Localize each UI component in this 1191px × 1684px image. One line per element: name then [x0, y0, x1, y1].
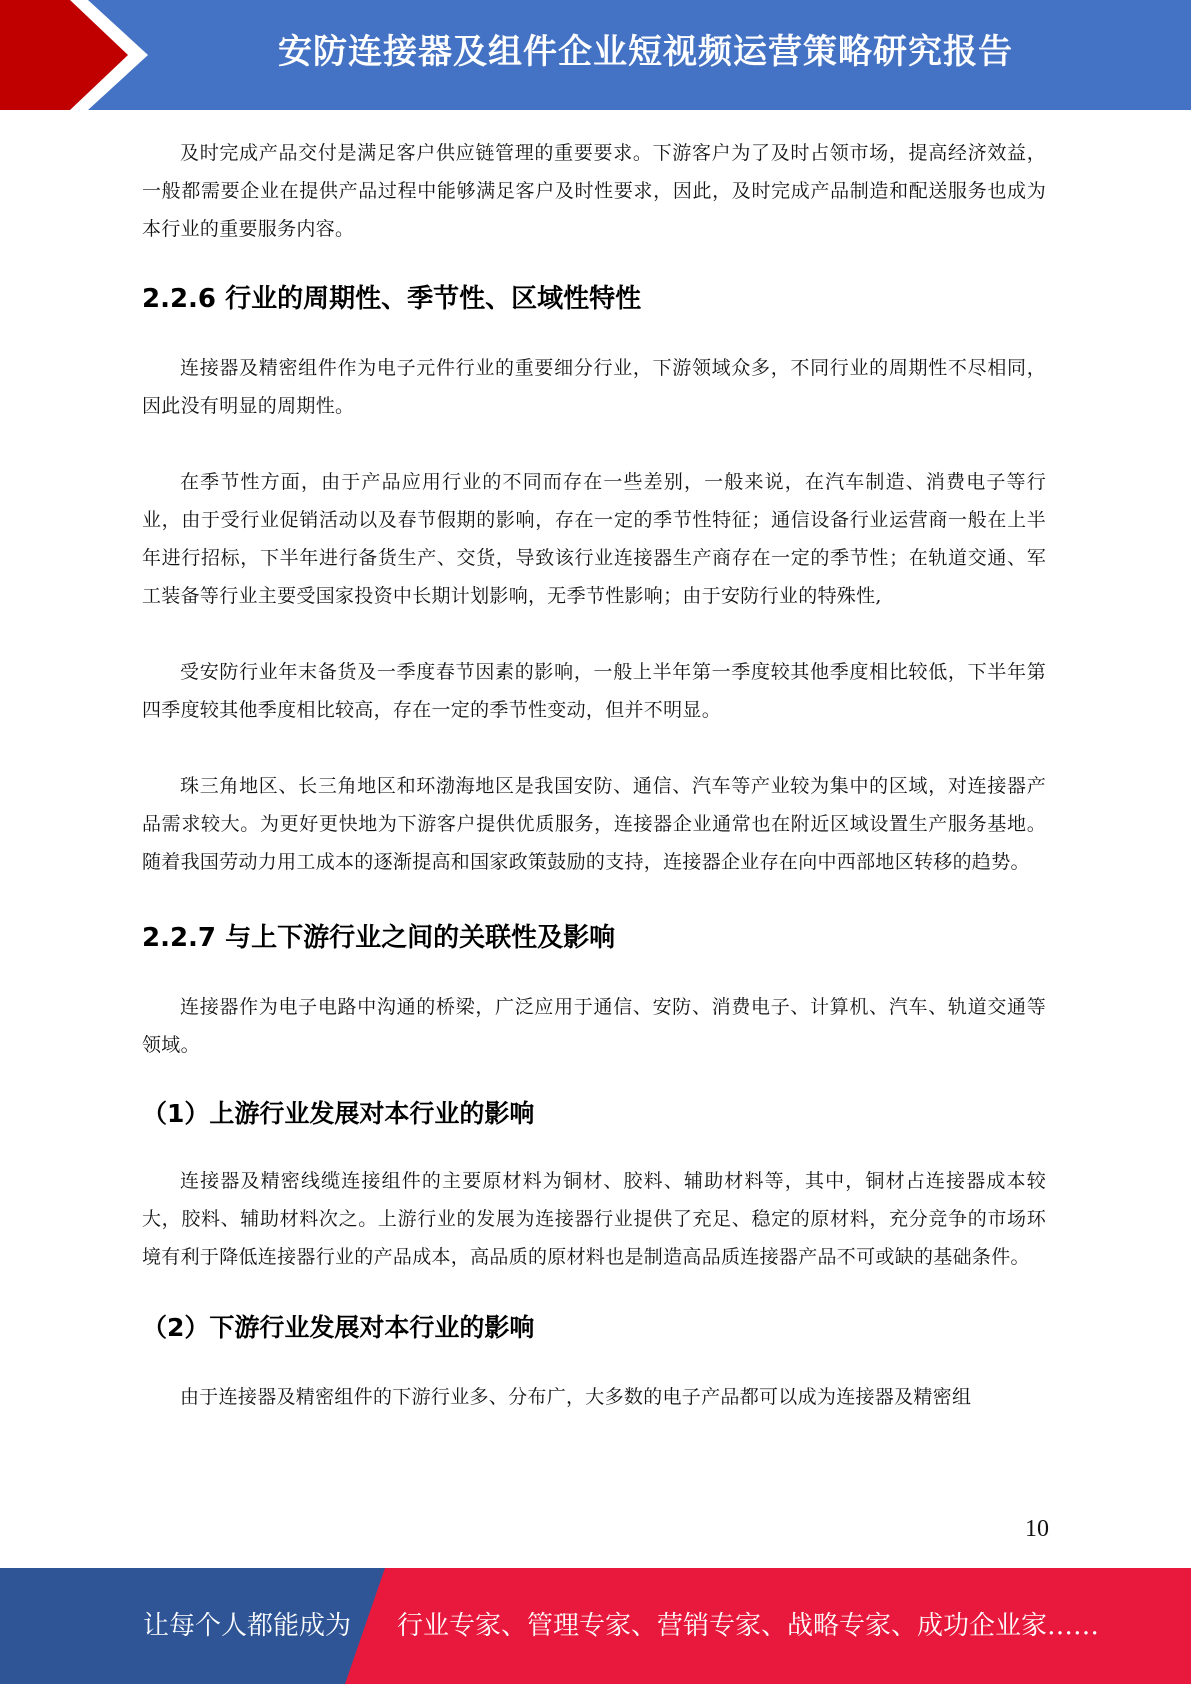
paragraph-seasonality: 在季节性方面，由于产品应用行业的不同而存在一些差别，一般来说，在汽车制造、消费电子等行业，由于受行业促销活动以及春节假期的影响，存在一定的季节性特征；通信设备行业运营商一般在上半年进行招标，下半年进行备货生产、交货，导致该行业连接器生产商存在一定的季节性；在轨道交通、军工装备等行业主要受国家投资中长期计划影响，无季节性影响；由于安防行业的特殊性,	[142, 471, 1046, 607]
footer-slogan-left: 让每个人都能成为	[143, 1611, 352, 1641]
paragraph-downstream: 由于连接器及精密组件的下游行业多、分布广，大多数的电子产品都可以成为连接器及精密组	[180, 1386, 972, 1408]
paragraph-regional: 珠三角地区、长三角地区和环渤海地区是我国安防、通信、汽车等产业较为集中的区域，对连接器产品需求较大。为更好更快地为下游客户提供优质服务，连接器企业通常也在附近区域设置生产服务基地。随着我国劳动力用工成本的逐渐提高和国家政策鼓励的支持，连接器企业存在向中西部地区转移的趋势。	[142, 775, 1046, 873]
report-header	[0, 0, 1191, 110]
page-content	[142, 134, 1046, 1416]
paragraph-cyclicality: 连接器及精密组件作为电子元件行业的重要细分行业，下游领域众多，不同行业的周期性不尽相同，因此没有明显的周期性。	[142, 357, 1046, 417]
report-title: 安防连接器及组件企业短视频运营策略研究报告	[278, 32, 1013, 72]
page-number: 10	[1025, 1516, 1049, 1542]
section-heading-2-2-6: 2.2.6 行业的周期性、季节性、区域性特性	[142, 284, 642, 314]
subheading-upstream: （1）上游行业发展对本行业的影响	[142, 1099, 535, 1128]
subheading-downstream: （2）下游行业发展对本行业的影响	[142, 1313, 535, 1342]
paragraph-upstream: 连接器及精密线缆连接组件的主要原材料为铜材、胶料、辅助材料等，其中，铜材占连接器成本较大，胶料、辅助材料次之。上游行业的发展为连接器行业提供了充足、稳定的原材料，充分竞争的市场环境有利于降低连接器行业的产品成本，高品质的原材料也是制造高品质连接器产品不可或缺的基础条件。	[142, 1170, 1046, 1268]
section-heading-2-2-7: 2.2.7 与上下游行业之间的关联性及影响	[142, 923, 616, 953]
report-footer	[0, 1568, 1191, 1684]
footer-slogan-right: 行业专家、管理专家、营销专家、战略专家、成功企业家……	[397, 1611, 1100, 1641]
paragraph-delivery: 及时完成产品交付是满足客户供应链管理的重要要求。下游客户为了及时占领市场，提高经济效益，一般都需要企业在提供产品过程中能够满足客户及时性要求，因此，及时完成产品制造和配送服务也成为本行业的重要服务内容。	[142, 142, 1046, 240]
paragraph-connector-role: 连接器作为电子电路中沟通的桥梁，广泛应用于通信、安防、消费电子、计算机、汽车、轨道交通等领域。	[142, 996, 1046, 1056]
paragraph-security-season: 受安防行业年末备货及一季度春节因素的影响，一般上半年第一季度较其他季度相比较低，下半年第四季度较其他季度相比较高，存在一定的季节性变动，但并不明显。	[142, 661, 1046, 721]
